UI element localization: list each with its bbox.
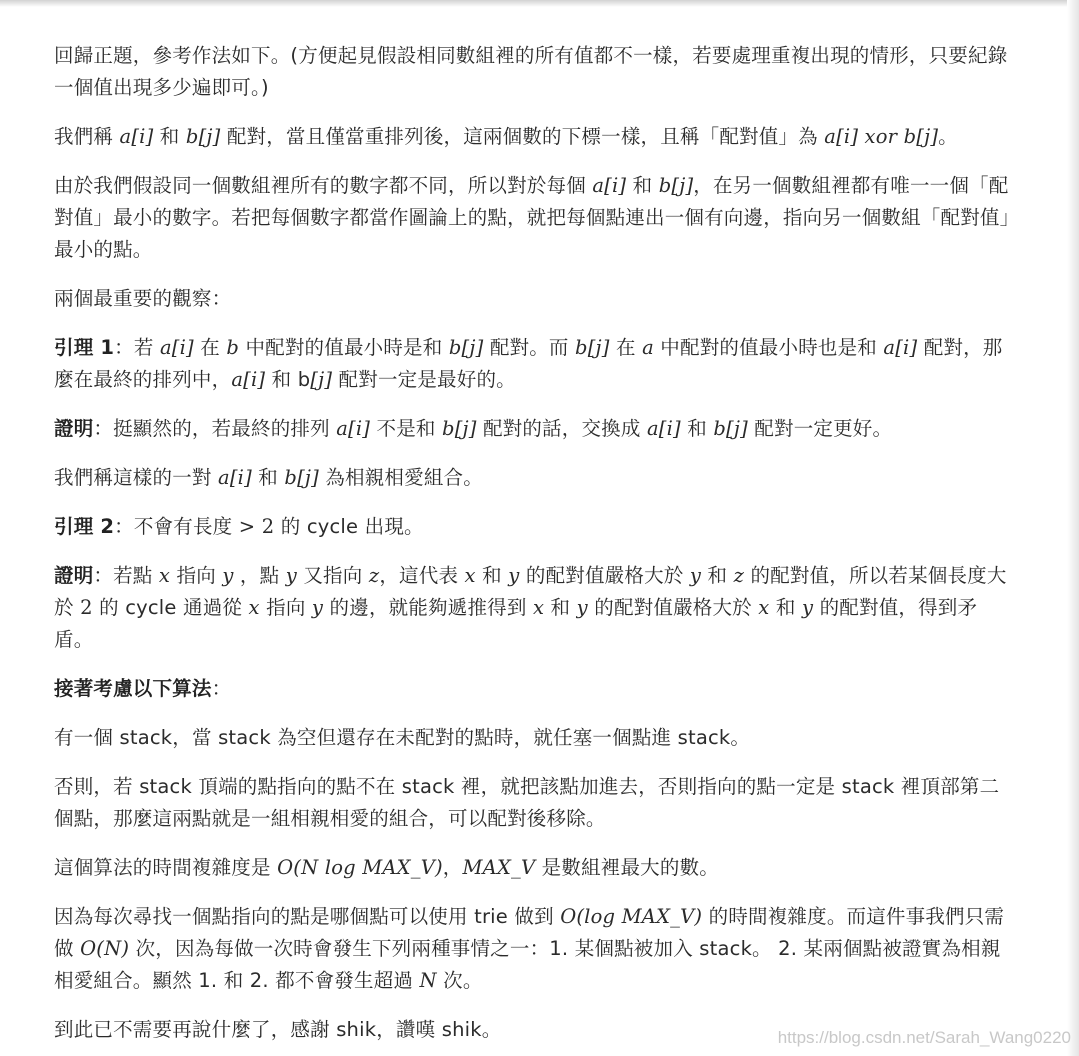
math: a[i] bbox=[218, 466, 252, 489]
text: 的邊，就能夠遞推得到 bbox=[323, 596, 533, 619]
text: 和 b bbox=[265, 368, 311, 391]
text: 配對一定更好。 bbox=[747, 417, 893, 440]
text: 到此已不需要再說什麼了，感謝 shik，讚嘆 shik。 bbox=[54, 1018, 502, 1041]
text: 我們稱這樣的一對 bbox=[54, 466, 218, 489]
algorithm-heading-label: 接著考慮以下算法 bbox=[54, 677, 212, 700]
math: a[i] bbox=[646, 417, 681, 440]
paragraph-stack-otherwise bbox=[54, 771, 1014, 835]
math: y bbox=[689, 564, 702, 587]
math: y bbox=[801, 596, 814, 619]
math: z bbox=[368, 564, 380, 587]
text: 和 bbox=[475, 564, 509, 587]
text: 的 cycle 通過從 bbox=[92, 596, 249, 619]
math: O(N log MAX_V) bbox=[277, 856, 443, 879]
text: 配對，那麼在最終的排列中， bbox=[54, 336, 1003, 391]
text: 的配對值嚴格大於 bbox=[519, 564, 690, 587]
math: y bbox=[285, 564, 297, 587]
watermark-url: https://blog.csdn.net/Sarah_Wang0220 bbox=[777, 1028, 1071, 1047]
text: 配對的話，交換成 bbox=[476, 417, 647, 440]
math: > 2 bbox=[238, 515, 275, 538]
math: O(N) bbox=[80, 937, 130, 960]
math: x bbox=[158, 564, 171, 587]
text: 由於我們假設同一個數組裡所有的數字都不同，所以對於每個 bbox=[54, 174, 593, 197]
text: 和 bbox=[626, 174, 659, 197]
math: a[i] bbox=[231, 368, 266, 391]
math: x bbox=[758, 596, 770, 619]
lemma-2 bbox=[54, 511, 1014, 543]
math: y bbox=[311, 596, 324, 619]
math: x bbox=[532, 596, 545, 619]
text: ：若 bbox=[114, 336, 160, 359]
math: y bbox=[576, 596, 588, 619]
paragraph-graph-construction bbox=[54, 170, 1014, 266]
proof-1 bbox=[54, 413, 1014, 445]
text: 在 bbox=[609, 336, 643, 359]
math: b bbox=[226, 336, 240, 359]
math-xor: a[i] xor b[j] bbox=[824, 125, 939, 148]
text: 和 bbox=[544, 596, 577, 619]
text: ：若點 bbox=[93, 564, 159, 587]
text: ： bbox=[211, 677, 232, 700]
text: 兩個最重要的觀察： bbox=[54, 287, 232, 310]
math: y bbox=[222, 564, 234, 587]
text: 的時間複雜度。而這件事我們只需做 bbox=[54, 905, 1005, 960]
math: N bbox=[419, 969, 437, 992]
math: a[i] bbox=[159, 336, 194, 359]
paragraph-intro bbox=[54, 40, 1014, 104]
text: 的配對值，所以若某個長度大於 bbox=[54, 564, 1007, 619]
text: 否則，若 stack 頂端的點指向的點不在 stack 裡，就把該點加進去，否則指向的點一定是 stack 裡頂部第二個點，那麼這兩點就是一組相親相愛的組合，可以配對後移除。 bbox=[54, 775, 1000, 830]
text: ：不會有長度 bbox=[114, 515, 239, 538]
math-b-j: b[j] bbox=[185, 125, 221, 148]
math: MAX_V bbox=[462, 856, 536, 879]
math-a-i: a[i] bbox=[119, 125, 154, 148]
article-body bbox=[54, 40, 1014, 1046]
text: ，這代表 bbox=[379, 564, 465, 587]
math: b[j] bbox=[448, 336, 484, 359]
paragraph-couple-definition bbox=[54, 462, 1014, 494]
math-b-j: b[j] bbox=[658, 174, 694, 197]
text: 的配對值，得到矛盾。 bbox=[54, 596, 978, 651]
text: 配對。而 bbox=[483, 336, 576, 359]
text: 不是和 bbox=[370, 417, 443, 440]
proof-2 bbox=[54, 560, 1014, 656]
paragraph-complexity-reason bbox=[54, 901, 1014, 997]
math: O(log MAX_V) bbox=[560, 905, 703, 928]
paragraph-observations bbox=[54, 283, 1014, 315]
lemma-label: 引理 2 bbox=[54, 515, 115, 538]
math: b[j] bbox=[442, 417, 477, 440]
lemma-label: 引理 1 bbox=[54, 336, 115, 359]
math: a[i] bbox=[883, 336, 918, 359]
math: a bbox=[642, 336, 654, 359]
algorithm-heading bbox=[54, 673, 1014, 705]
text: 中配對的值最小時也是和 bbox=[653, 336, 884, 359]
text: 和 bbox=[680, 417, 714, 440]
math-a-i: a[i] bbox=[592, 174, 627, 197]
text: ，在另一個數組裡都有唯一一個「配對值」最小的數字。若把每個數字都當作圖論上的點，就把每個點連出一個有向邊，指向另一個數組「配對值」最小的點。 bbox=[54, 174, 1010, 261]
paragraph-complexity bbox=[54, 852, 1014, 884]
paragraph-intro-text: 回歸正題，參考作法如下。(方便起見假設相同數組裡的所有值都不一樣，若要處理重複出現的情形，只要紀錄一個值出現多少遍即可。) bbox=[54, 44, 1008, 99]
math: b[j] bbox=[284, 466, 319, 489]
text: 指向 bbox=[170, 564, 223, 587]
text: ，點 bbox=[233, 564, 286, 587]
text: 和 bbox=[251, 466, 285, 489]
text: 在 bbox=[193, 336, 227, 359]
math: b[j] bbox=[575, 336, 610, 359]
top-edge-shadow bbox=[0, 0, 1079, 7]
math: [j] bbox=[310, 368, 333, 391]
math: y bbox=[508, 564, 520, 587]
text: 配對一定是最好的。 bbox=[332, 368, 516, 391]
text: 我們稱 bbox=[54, 125, 120, 148]
text: 的配對值嚴格大於 bbox=[587, 596, 759, 619]
text: 中配對的值最小時是和 bbox=[239, 336, 449, 359]
text: 因為每次尋找一個點指向的點是哪個點可以使用 trie 做到 bbox=[54, 905, 561, 928]
math: b[j] bbox=[713, 417, 748, 440]
paragraph-stack-push bbox=[54, 722, 1014, 754]
text: 和 bbox=[153, 125, 186, 148]
math: x bbox=[248, 596, 260, 619]
text: 有一個 stack，當 stack 為空但還存在未配對的點時，就任塞一個點進 stack。 bbox=[54, 726, 751, 749]
text: 這個算法的時間複雜度是 bbox=[54, 856, 278, 879]
text: 和 bbox=[769, 596, 802, 619]
text: ， bbox=[442, 856, 463, 879]
text: 次。 bbox=[436, 969, 483, 992]
proof-label: 證明 bbox=[54, 417, 94, 440]
text: 是數組裡最大的數。 bbox=[535, 856, 719, 879]
math: x bbox=[464, 564, 476, 587]
text: 的 cycle 出現。 bbox=[274, 515, 424, 538]
math: 2 bbox=[80, 596, 93, 619]
proof-label: 證明 bbox=[54, 564, 94, 587]
text: 為相親相愛組合。 bbox=[318, 466, 483, 489]
text: 指向 bbox=[259, 596, 312, 619]
math: a[i] bbox=[336, 417, 371, 440]
math: z bbox=[733, 564, 745, 587]
paragraph-pairing-definition bbox=[54, 121, 1014, 153]
text: 次，因為每做一次時會發生下列兩種事情之一：1. 某個點被加入 stack。 2. 某兩個點被證實為相親相愛組合。顯然 1. 和 2. 都不會發生超過 bbox=[54, 937, 1001, 992]
text: 又指向 bbox=[296, 564, 369, 587]
lemma-1 bbox=[54, 332, 1014, 396]
text: 。 bbox=[938, 125, 958, 148]
text: ：挺顯然的，若最終的排列 bbox=[93, 417, 337, 440]
text: 配對，當且僅當重排列後，這兩個數的下標一樣，且稱「配對值」為 bbox=[220, 125, 825, 148]
right-edge-shadow bbox=[1067, 0, 1079, 1056]
text: 和 bbox=[701, 564, 734, 587]
